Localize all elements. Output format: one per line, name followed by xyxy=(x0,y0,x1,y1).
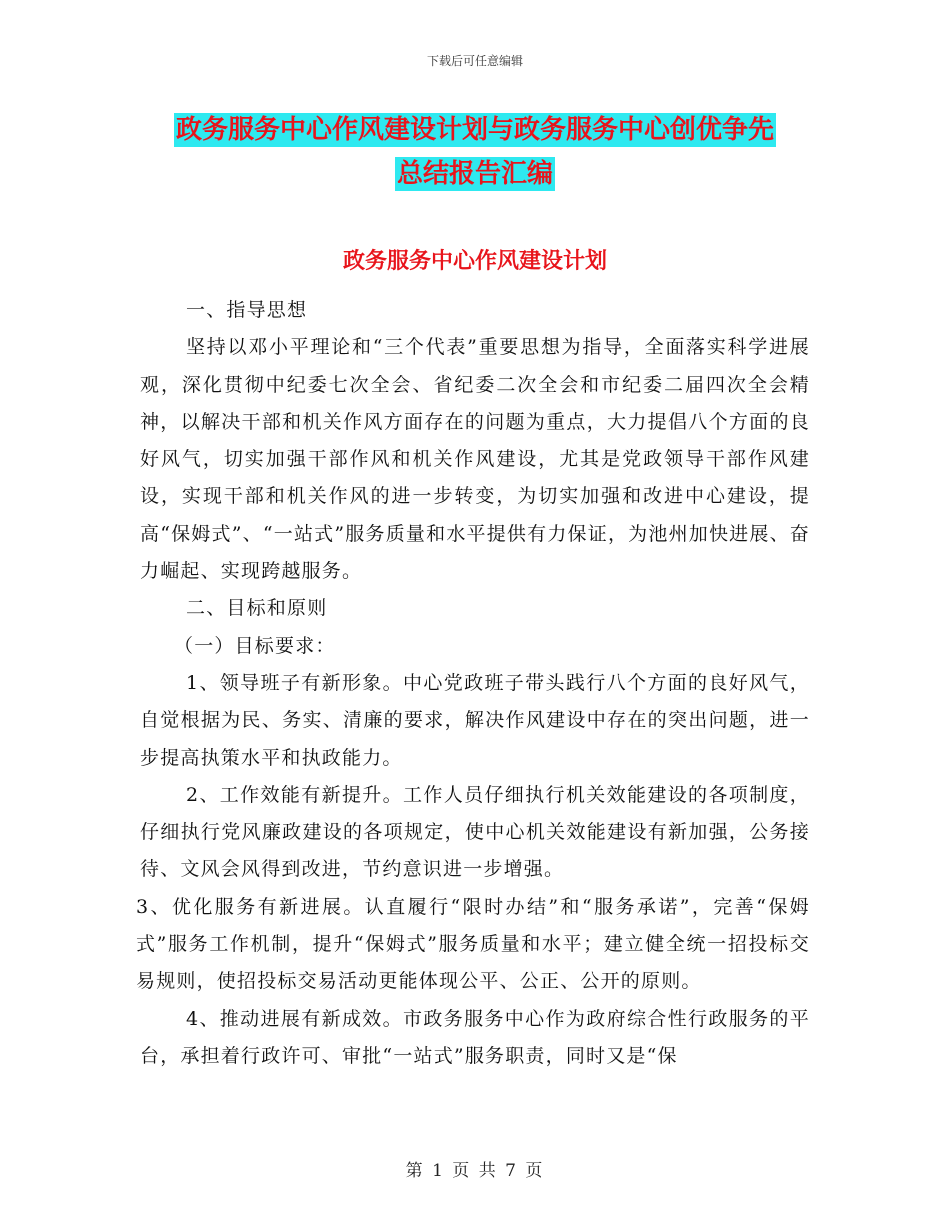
document-title-line1: 政务服务中心作风建设计划与政务服务中心创优争先 xyxy=(175,115,774,145)
document-title-line2: 总结报告汇编 xyxy=(396,159,553,189)
paragraph-guiding-thought: 坚持以邓小平理论和“三个代表”重要思想为指导，全面落实科学进展观，深化贯彻中纪委七次全会、省纪委二次全会和市纪委二届四次全会精神，以解决干部和机关作风方面存在的问题为重点，大力提倡八个方面的良好风气，切实加强干部作风和机关作风建设，尤其是党政领导干部作风建设，实现干部和机关作风的进一步转变，为切实加强和改进中心建设，提高“保姆式”、“一站式”服务质量和水平提供有力保证，为池州加快进展、奋力崛起、实现跨越服务。 xyxy=(140,336,810,583)
document-body xyxy=(136,292,810,1075)
header-note: 下载后可任意编辑 xyxy=(426,54,523,68)
heading-goal-requirements: （一）目标要求： xyxy=(174,634,336,657)
paragraph-goal-1: 1、领导班子有新形象。中心党政班子带头践行八个方面的良好风气，自觉根据为民、务实、清廉的要求，解决作风建设中存在的突出问题，进一步提高执策水平和执政能力。 xyxy=(140,671,810,769)
heading-goals-principles: 二、目标和原则 xyxy=(186,597,328,620)
paragraph-goal-4: 4、推动进展有新成效。市政务服务中心作为政府综合性行政服务的平台，承担着行政许可、审批“一站式”服务职责，同时又是“保 xyxy=(140,1007,810,1067)
paragraph-goal-2: 2、工作效能有新提升。工作人员仔细执行机关效能建设的各项制度，仔细执行党风廉政建设的各项规定，使中心机关效能建设有新加强，公务接待、文风会风得到改进，节约意识进一步增强。 xyxy=(140,783,810,881)
page-number: 第 1 页 共 7 页 xyxy=(405,1161,545,1181)
section-title: 政务服务中心作风建设计划 xyxy=(342,249,607,274)
document-title xyxy=(130,108,820,196)
heading-guiding-thought: 一、指导思想 xyxy=(186,299,308,321)
paragraph-goal-3: 3、优化服务有新进展。认直履行“限时办结”和“服务承诺”，完善“保姆式”服务工作机制，提升“保姆式”服务质量和水平；建立健全统一招投标交易规则，使招投标交易活动更能体现公平、公正、公开的原则。 xyxy=(136,895,810,993)
